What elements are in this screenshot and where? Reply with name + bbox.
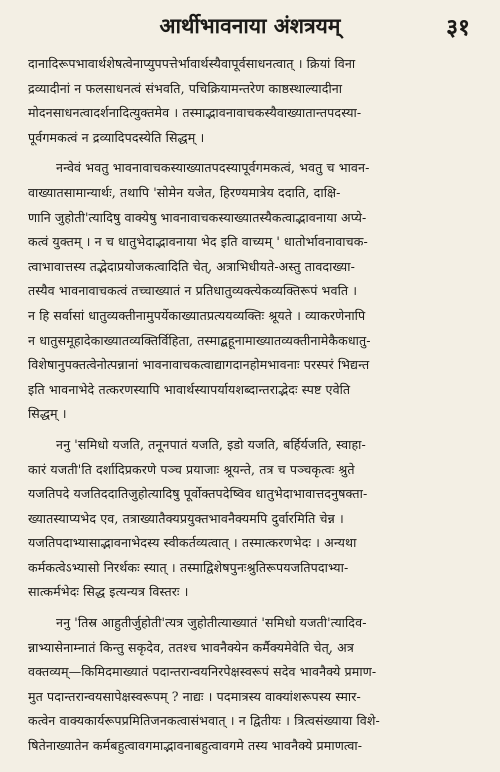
text-line: ख्यातस्याप्यभेद एव, तत्राख्यातैक्यप्रयुक्तभावनैक्यमपि दुर्वारमिति चेन्न । — [28, 510, 344, 526]
paragraph — [28, 156, 472, 427]
text-line: कत्वं युक्तम् । न च धातुभेदाद्भावनाया भेद इति वाच्यम् ' धातोर्भावनावाचक- — [28, 234, 368, 250]
text-line: न धातुसमूहादेकाख्यातव्यक्तिर्विहिता, तस्माद्बहूनामाख्यातव्यक्तीनामेकैकधातु- — [28, 332, 371, 348]
body-text — [28, 52, 472, 759]
text-line: सात्कर्मभेदः सिद्ध इत्यन्यत्र विस्तरः । — [28, 584, 189, 600]
text-line: ननु 'समिधो यजति, तनूनपातं यजति, इडो यजति, बर्हिर्यजति, स्वाहा- — [56, 436, 366, 452]
running-title: आर्थीभावनाया अंशत्रयम् — [159, 13, 341, 38]
text-line: षितेनाख्यातेन कर्मबहुत्वावगमाद्भावनाबहुत्वावगमे तस्य भावनैक्ये प्रमाणत्वा- — [28, 738, 363, 754]
text-line: द्रव्यादीनां न फलसाधनत्वं संभवति, पचिक्रियामन्तरेण काष्ठस्थाल्यादीना — [28, 80, 343, 96]
paragraph — [28, 52, 472, 150]
text-line: पूर्वगमकत्वं न द्रव्यादिपदस्येति सिद्धम् । — [28, 129, 205, 145]
text-line: न्नाभ्यासेनाम्नातं किन्तु सकृदेव, ततश्च भावनैक्येन कर्मैक्यमेवेति चेत्, अत्र — [28, 639, 354, 655]
text-line: नन्वेवं भवतु भावनावाचकस्याख्यातपदस्यापूर्वगमकत्वं, भवतु च भावन- — [56, 160, 370, 176]
text-line: वाख्यातसामान्यार्थः, तथापि 'सोमेन यजेत, हिरण्यमात्रेय ददाति, दाक्षि- — [28, 184, 341, 200]
text-line: दानादिरूपभावार्थशेषत्वेनाप्युपपत्तेर्भावार्थस्यैवापूर्वसाधनत्वात् । क्रियां विना — [28, 56, 356, 71]
text-line: यजतिपदाभ्यासाद्भावनाभेदस्य स्वीकर्तव्यत्वात् । तस्मात्करणभेदः । अन्यथा — [28, 535, 357, 551]
text-line: सिद्धम् । — [28, 406, 67, 422]
text-line: णानि जुहोती'त्यादिषु वाक्येषु भावनावाचकस्याख्यातस्यैकत्वाद्भावनाया अप्ये- — [28, 209, 367, 225]
paragraph — [28, 433, 472, 605]
text-line: त्वाभावात्तस्य तद्भेदाप्रयोजकत्वादिति चेत्, अत्राभिधीयते-अस्तु तावदाख्या- — [28, 258, 355, 274]
text-line: वक्तव्यम्—किमिदमाख्यातं पदान्तरान्वयनिरपेक्षस्वरूपं सदेव भावनैक्ये प्रमाण- — [28, 664, 377, 680]
paragraph — [28, 611, 472, 759]
page-header — [0, 8, 500, 48]
text-line: कारं यजती'ति दर्शादिप्रकरणे पञ्च प्रयाजाः श्रूयन्ते, तत्र च पञ्चकृत्वः श्रुते — [28, 461, 355, 477]
text-line: मोदनसाधनत्वादर्शनादित्युक्तमेव । तस्माद्भावनावाचकस्यैवाख्यातान्तपदस्या- — [28, 105, 362, 121]
text-line: ननु 'तिस्र आहुतीर्जुहोती'त्यत्र जुहोतीत्याख्यातं 'समिधो यजती'त्यादिव- — [56, 615, 367, 631]
text-line: कत्वेन वाक्यकार्यरूपप्रमितिजनकत्वासंभवात् । न द्वितीयः । त्रित्वसंख्याया विशे- — [28, 713, 380, 729]
text-line: मुत पदान्तरान्वयसापेक्षस्वरूपम् ? नाद्यः । पदमात्रस्य वाक्यांशरूपस्य स्मार- — [28, 688, 361, 704]
text-line: न हि सर्वासां धातुव्यक्तीनामुपर्येकाख्यातप्रत्ययव्यक्तिः श्रूयते । व्याकरणेनापि — [28, 307, 366, 323]
text-line: तस्यैव भावनावाचकत्वं तच्चाख्यातं न प्रतिधातुव्यक्त्येकव्यक्तिरूपं भवति । — [28, 283, 358, 299]
text-line: इति भावनाभेदे तत्करणस्यापि भावार्थस्यापर्यायशब्दान्तराद्भेदः स्पष्ट एवेति — [28, 381, 351, 397]
page-number: ३१ — [446, 14, 470, 41]
text-line: कर्मकत्वेऽभ्यासो निरर्थकः स्यात् । तस्माद्विशेषपुनःश्रुतिरूपयजतिपदाभ्या- — [28, 559, 349, 575]
text-line: विशेषानुपक्तत्वेनोत्पन्नानां भावनावाचकत्वाद्यागदानहोमभावनाः परस्परं भिद्यन्त — [28, 357, 370, 373]
text-line: यजतिपदे यजतिददातिजुहोत्यादिषु पूर्वोक्तपदेष्विव धातुभेदाभावात्तदनुषक्ता- — [28, 486, 368, 502]
